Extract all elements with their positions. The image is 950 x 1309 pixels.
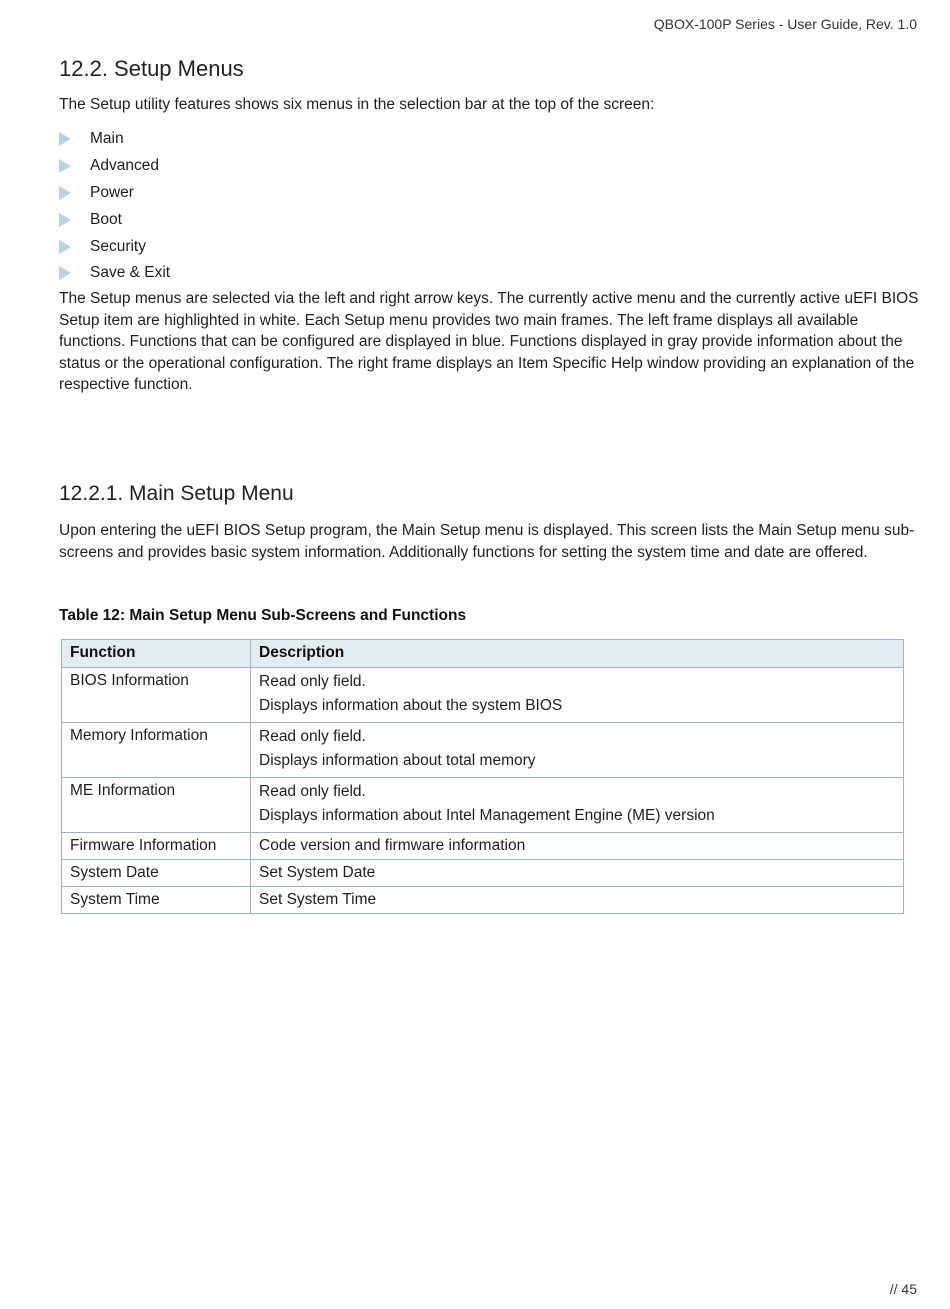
list-item xyxy=(59,126,170,153)
description-cell: Code version and firmware information xyxy=(251,833,904,860)
table-caption: Table 12: Main Setup Menu Sub-Screens and Functions xyxy=(59,607,467,624)
menu-name: Main xyxy=(90,130,124,148)
column-header-description: Description xyxy=(251,640,904,668)
menu-name: Boot xyxy=(90,210,122,228)
page-number: // 45 xyxy=(889,1281,917,1297)
list-item xyxy=(59,233,170,260)
subsection-body: Upon entering the uEFI BIOS Setup program, the Main Setup menu is displayed. This screen lists the Main Setup menu sub-screens and provides basic system information. Additionally functions for setting the system time and date are offered. xyxy=(59,522,915,561)
function-cell: ME Information xyxy=(62,778,251,833)
triangle-bullet-icon xyxy=(59,132,71,146)
function-cell: System Time xyxy=(62,887,251,914)
table-row xyxy=(62,860,904,887)
description-line: Read only field. xyxy=(259,783,366,800)
list-item xyxy=(59,153,170,180)
menu-name: Security xyxy=(90,237,146,255)
description-cell xyxy=(251,778,904,833)
function-cell: System Date xyxy=(62,860,251,887)
description-line: Read only field. xyxy=(259,728,366,745)
triangle-bullet-icon xyxy=(59,186,71,200)
table-row xyxy=(62,887,904,914)
description-cell xyxy=(251,723,904,778)
menu-list xyxy=(59,126,170,287)
description-cell xyxy=(251,668,904,723)
description-cell: Set System Time xyxy=(251,887,904,914)
section-heading: 12.2. Setup Menus xyxy=(59,56,244,81)
section-intro: The Setup utility features shows six menus in the selection bar at the top of the screen: xyxy=(59,96,655,113)
table-row xyxy=(62,833,904,860)
description-line: Read only field. xyxy=(259,673,366,690)
table-row xyxy=(62,778,904,833)
menu-name: Save & Exit xyxy=(90,264,171,282)
running-header: QBOX-100P Series - User Guide, Rev. 1.0 xyxy=(653,16,917,32)
list-item xyxy=(59,206,170,233)
subsection-heading: 12.2.1. Main Setup Menu xyxy=(59,482,294,505)
section-body: The Setup menus are selected via the left and right arrow keys. The currently active menu and the currently active uEFI BIOS Setup item are highlighted in white. Each Setup menu provides two main frames. The left frame displays all available functions. Functions that can be configured are displayed in blue. Functions displayed in gray provide information about the status or the operational configuration. The right frame displays an Item Specific Help window providing an explanation of the respective function. xyxy=(59,290,919,393)
functions-table xyxy=(61,639,904,914)
function-cell: BIOS Information xyxy=(62,668,251,723)
description-cell: Set System Date xyxy=(251,860,904,887)
triangle-bullet-icon xyxy=(59,240,71,254)
list-item xyxy=(59,180,170,207)
menu-name: Power xyxy=(90,183,134,201)
function-cell: Memory Information xyxy=(62,723,251,778)
description-line: Displays information about the system BIOS xyxy=(259,697,563,714)
triangle-bullet-icon xyxy=(59,159,71,173)
table-row xyxy=(62,723,904,778)
function-cell: Firmware Information xyxy=(62,833,251,860)
table-header-row xyxy=(62,640,904,668)
triangle-bullet-icon xyxy=(59,213,71,227)
column-header-function: Function xyxy=(62,640,251,668)
menu-name: Advanced xyxy=(90,157,159,175)
triangle-bullet-icon xyxy=(59,266,71,280)
description-line: Displays information about total memory xyxy=(259,752,536,769)
description-line: Displays information about Intel Management Engine (ME) version xyxy=(259,807,715,824)
list-item xyxy=(59,260,170,287)
table-row xyxy=(62,668,904,723)
